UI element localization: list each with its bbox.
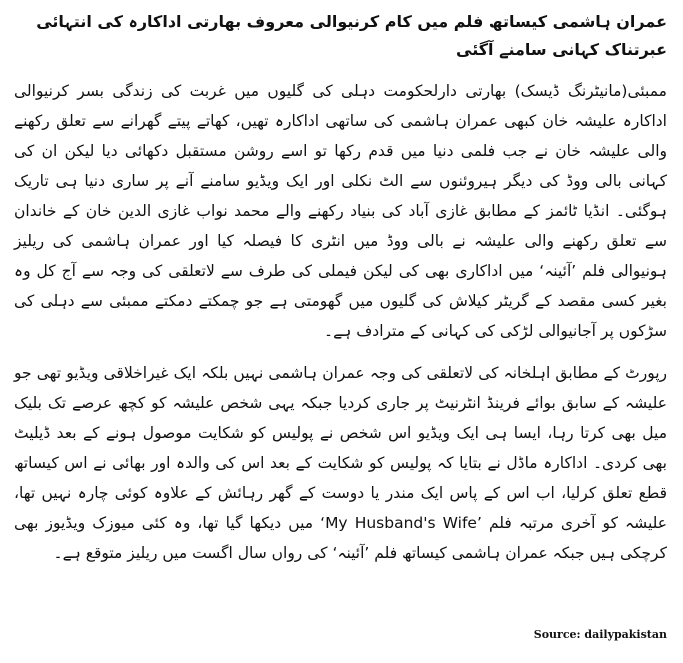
paragraph-1: ممبئی(مانیٹرنگ ڈیسک) بھارتی دارلحکومت دہلی کی گلیوں میں غربت کی زندگی بسر کرنیوالی اداکارہ علیشہ خان کبھی عمران ہاشمی کی ساتھی اداکارہ تھیں، کھاتے پیتے گھرانے سے تعلق رکھنے والی علیشہ خان نے جب فلمی دنیا میں قدم رکھا تو اسے روشن مستقبل دکھائی دیا لیکن ان کی کہانی بالی ووڈ کی دیگر ہیروئنوں سے الٹ نکلی اور ایک ویڈیو سامنے آنے پر ساری دنیا ہی تاریک ہوگئی۔ انڈیا ٹائمز کے مطابق غازی آباد کی بنیاد رکھنے والے محمد نواب غازی الدین خان کے خاندان سے تعلق رکھنے والی علیشہ نے بالی ووڈ میں انٹری کا فیصلہ کیا اور عمران ہاشمی کی ریلیز ہونیوالی فلم ’آئینہ‘ میں اداکاری بھی کی لیکن فیملی کی طرف سے لاتعلقی کی وجہ سے آج کل وہ بغیر کسی مقصد کے گریٹر کیلاش کی گلیوں میں گھومتی ہے جو چمکتے دمکتے ممبئی سے دہلی کی سڑکوں پر آجانیوالی لڑکی کی کہانی کے مترادف ہے۔	[14, 82, 667, 340]
paragraph-2: رپورٹ کے مطابق اہلخانہ کی لاتعلقی کی وجہ عمران ہاشمی نہیں بلکہ ایک غیراخلاقی ویڈیو تھی جو علیشہ کے سابق بوائے فرینڈ انٹرنیٹ پر جاری کردیا جبکہ یہی شخص علیشہ کو کچھ عرصے تک بلیک میل بھی کرتا رہا، ایسا ہی ایک ویڈیو اس شخص نے پولیس کو شکایت موصول ہونے کے بعد ڈیلیٹ بھی کردی۔ اداکارہ ماڈل نے بتایا کہ پولیس کو شکایت کے بعد اس کی والدہ اور بھائی نے اس کیساتھ قطع تعلق کرلیا، اب اس کے پاس ایک مندر یا دوست کے گھر رہائش کے علاوہ کوئی چارہ نہیں تھا، علیشہ کو آخری مرتبہ فلم ’My Husband's Wife‘ میں دیکھا گیا تھا، وہ کئی میوزک ویڈیوز بھی کرچکی ہیں جبکہ عمران ہاشمی کیساتھ فلم ’آئینہ‘ کی رواں سال اگست میں ریلیز متوقع ہے۔	[14, 364, 667, 562]
headline: عمران ہاشمی کیساتھ فلم میں کام کرنیوالی معروف بھارتی اداکارہ کی انتہائی عبرتناک کہانی سامنے آگئی	[36, 12, 667, 59]
article-body	[14, 8, 667, 580]
source-credit: Source: dailypakistan	[533, 628, 667, 641]
